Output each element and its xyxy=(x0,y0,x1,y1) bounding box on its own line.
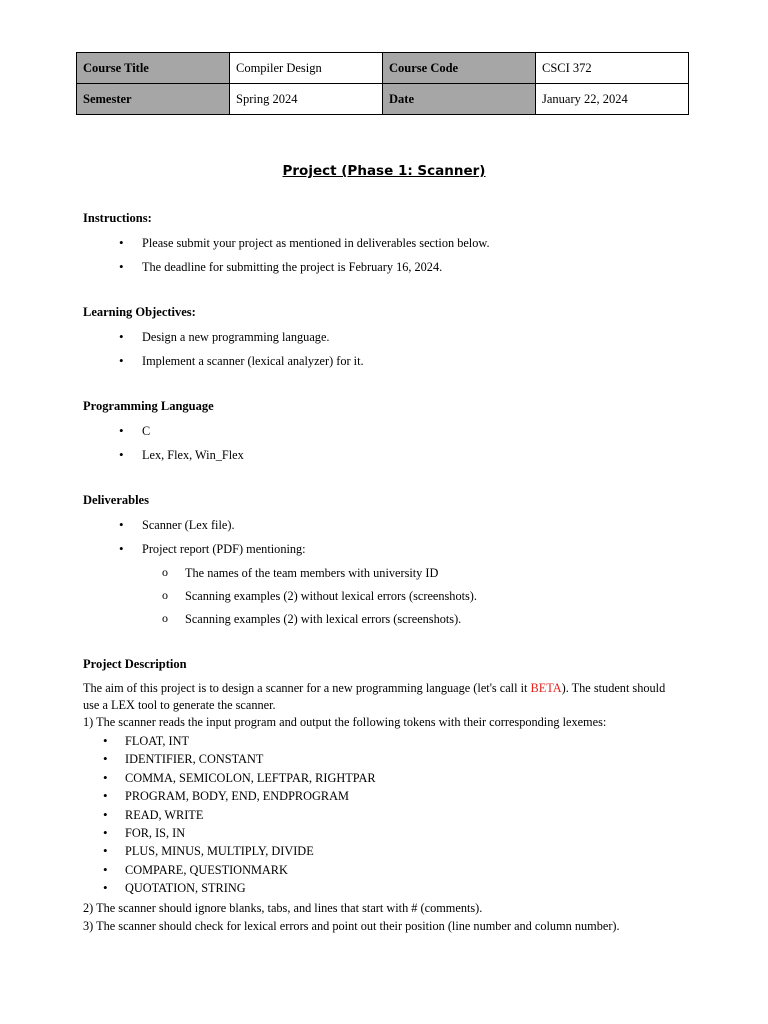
token-item: • PLUS, MINUS, MULTIPLY, DIVIDE xyxy=(0,842,376,860)
document-title: Project (Phase 1: Scanner) xyxy=(282,163,486,179)
date-value: January 22, 2024 xyxy=(536,84,689,115)
course-info-row xyxy=(77,84,689,115)
sub-list-item: o Scanning examples (2) without lexical errors (screenshots). xyxy=(0,588,477,611)
project-description-intro xyxy=(83,680,683,714)
token-item: • FLOAT, INT xyxy=(0,732,376,750)
course-info-table xyxy=(76,52,689,115)
semester-label: Semester xyxy=(77,84,230,115)
course-info-row xyxy=(77,53,689,84)
intro-text: ). The student should use a LEX tool to generate the scanner. xyxy=(83,681,666,712)
token-item: • IDENTIFIER, CONSTANT xyxy=(0,750,376,768)
course-code-value: CSCI 372 xyxy=(536,53,689,84)
deliverables-list xyxy=(0,517,306,565)
list-item: • Implement a scanner (lexical analyzer) for it. xyxy=(0,353,364,377)
token-item: • FOR, IS, IN xyxy=(0,824,376,842)
token-item: • READ, WRITE xyxy=(0,806,376,824)
instructions-heading: Instructions: xyxy=(83,211,152,225)
list-item: • Project report (PDF) mentioning: xyxy=(0,541,306,565)
deliverables-sublist xyxy=(0,565,477,634)
token-item: • COMMA, SEMICOLON, LEFTPAR, RIGHTPAR xyxy=(0,769,376,787)
intro-text: The aim of this project is to design a scanner for a new programming language (let's call it xyxy=(83,681,531,695)
deliverables-heading: Deliverables xyxy=(83,493,149,507)
project-description-heading: Project Description xyxy=(83,657,187,671)
list-item: • C xyxy=(0,423,244,447)
programming-language-list xyxy=(0,423,244,471)
list-item: • Design a new programming language. xyxy=(0,329,364,353)
list-item: • The deadline for submitting the project is February 16, 2024. xyxy=(0,259,490,283)
sub-list-item: o The names of the team members with university ID xyxy=(0,565,477,588)
language-name: BETA xyxy=(530,681,562,695)
course-title-label: Course Title xyxy=(77,53,230,84)
point-2: 2) The scanner should ignore blanks, tabs, and lines that start with # (comments). xyxy=(83,901,483,915)
token-item: • QUOTATION, STRING xyxy=(0,879,376,897)
course-code-label: Course Code xyxy=(383,53,536,84)
course-title-value: Compiler Design xyxy=(230,53,383,84)
token-item: • PROGRAM, BODY, END, ENDPROGRAM xyxy=(0,787,376,805)
sub-list-item: o Scanning examples (2) with lexical errors (screenshots). xyxy=(0,611,477,634)
point-1: 1) The scanner reads the input program and output the following tokens with their corresponding lexemes: xyxy=(83,715,607,729)
point-3: 3) The scanner should check for lexical errors and point out their position (line number and column number). xyxy=(83,919,620,933)
instructions-list xyxy=(0,235,490,283)
semester-value: Spring 2024 xyxy=(230,84,383,115)
list-item: • Please submit your project as mentioned in deliverables section below. xyxy=(0,235,490,259)
list-item: • Lex, Flex, Win_Flex xyxy=(0,447,244,471)
list-item: • Scanner (Lex file). xyxy=(0,517,306,541)
token-list xyxy=(0,732,376,898)
programming-language-heading: Programming Language xyxy=(83,399,214,413)
token-item: • COMPARE, QUESTIONMARK xyxy=(0,861,376,879)
learning-objectives-heading: Learning Objectives: xyxy=(83,305,196,319)
learning-objectives-list xyxy=(0,329,364,377)
date-label: Date xyxy=(383,84,536,115)
